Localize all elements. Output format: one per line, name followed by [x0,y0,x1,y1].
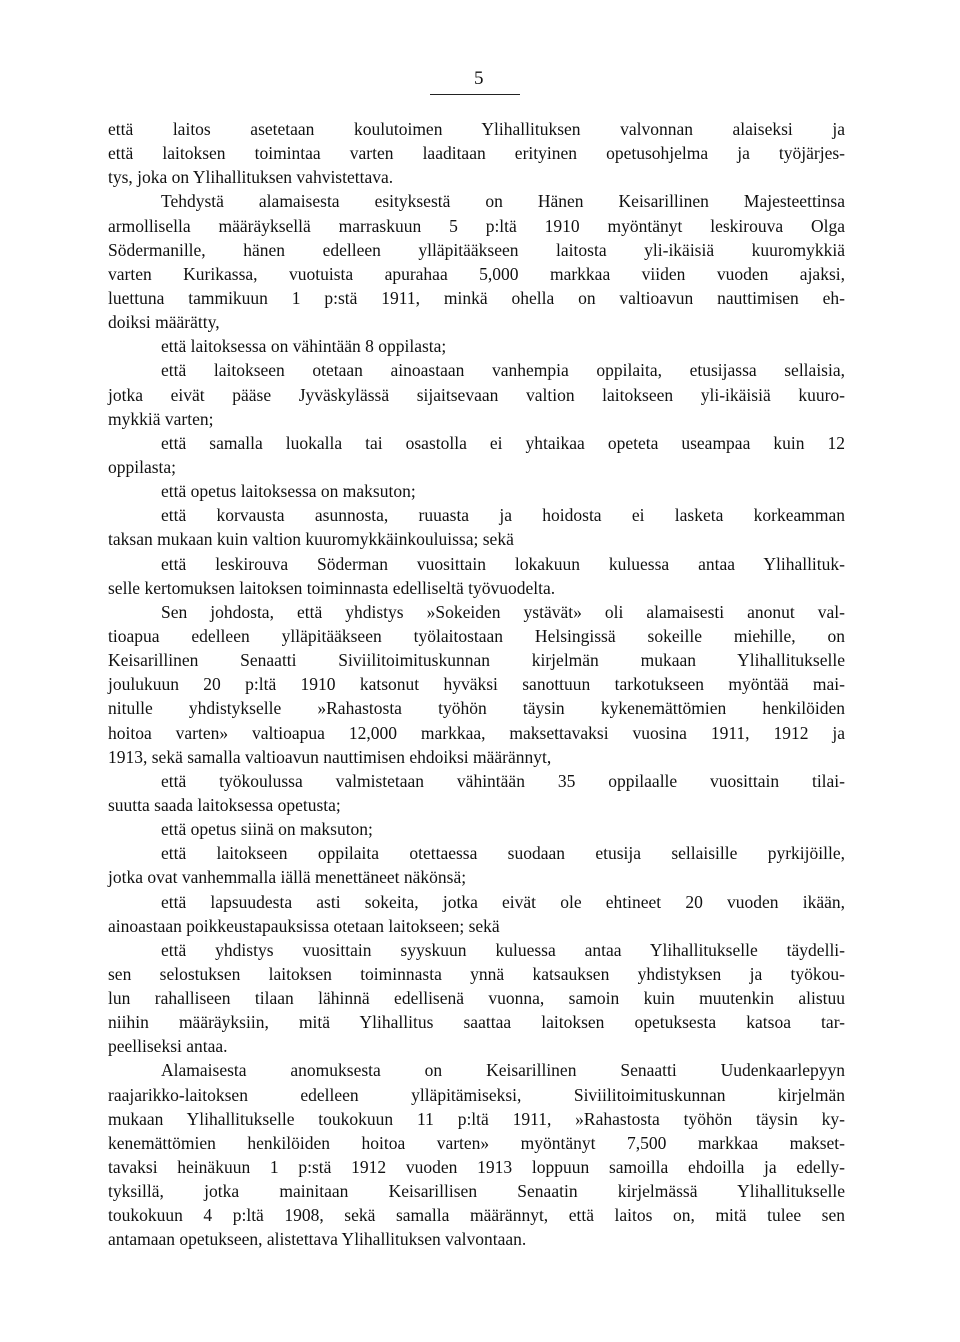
text-line: että laitokseen oppilaita otettaessa suodaan etusija sellaisille pyrkijöille, [161,843,845,864]
text-line: raajarikko-laitoksen edelleen ylläpitämiseksi, Siviilitoimituskunnan kirjelmän [108,1084,845,1105]
text-line: että työkoulussa valmistetaan vähintään 35 oppilaalle vuosittain tilai- [161,770,845,791]
text-line: että samalla luokalla tai osastolla ei yhtaikaa opeteta useampaa kuin 12 [161,432,845,453]
text-line: jotka ovat vanhemmalla iällä menettäneet näkönsä; [108,867,467,888]
text-line: luettuna tammikuun 1 p:stä 1911, minkä ohella on valtioavun nauttimisen eh- [108,287,845,308]
text-line: Alamaisesta anomuksesta on Keisarillinen Senaatti Uudenkaarlepyyn [161,1060,845,1081]
page-number: 5 [474,68,484,89]
text-line: 1913, sekä samalla valtioavun nauttimisen ehdoiksi määrännyt, [108,746,552,767]
text-line: mukaan Ylihallitukselle toukokuun 11 p:ltä 1911, »Rahastosta työhön täysin ky- [108,1108,845,1129]
text-line: niihin määräyksiin, mitä Ylihallitus saattaa laitoksen opetuksesta katsoa tar- [108,1012,845,1033]
text-line: doiksi määrätty, [108,312,220,333]
text-line: että laitoksen toimintaa varten laaditaan erityinen opetusohjelma ja työjärjes- [108,143,845,164]
text-line: hoitoa varten» valtioapua 12,000 markkaa, maksettavaksi vuosina 1911, 1912 ja [108,722,845,743]
text-line: kenemättömien henkilöiden hoitoa varten» myöntänyt 7,500 markkaa makset- [108,1132,845,1153]
text-line: jotka eivät pääse Jyväskylässä sijaitsevaan valtion laitokseen yli-ikäisiä kuuro- [108,384,845,405]
text-line: peelliseksi antaa. [108,1036,228,1057]
text-line: että opetus laitoksessa on maksuton; [161,481,416,502]
text-line: oppilasta; [108,456,177,477]
text-line: että opetus siinä on maksuton; [161,819,373,840]
text-line: suutta saada laitoksessa opetusta; [108,794,341,815]
header-rule [430,94,520,95]
text-line: nitulle yhdistykselle »Rahastosta työhön täysin kykenemättömien henkilöiden [108,698,845,719]
text-line: tavaksi heinäkuun 1 p:stä 1912 vuoden 1913 loppuun samoilla ehdoilla ja edelly- [108,1157,845,1178]
text-line: toukokuun 4 p:ltä 1908, sekä samalla määrännyt, että laitos on, mitä tulee sen [108,1205,845,1226]
text-line: Sen johdosta, että yhdistys »Sokeiden ystävät» oli alamaisesti anonut val- [161,601,845,622]
text-line: varten Kurikassa, vuotuista apurahaa 5,000 markkaa viiden vuoden ajaksi, [108,263,845,284]
text-line: selle kertomuksen laitoksen toiminnasta edelliseltä työvuodelta. [108,577,556,598]
text-line: armollisella määräyksellä marraskuun 5 p:ltä 1910 myöntänyt leskirouva Olga [108,215,845,236]
text-line: että laitos asetetaan koulutoimen Ylihallituksen valvonnan alaiseksi ja [108,119,845,139]
text-line: Södermanille, hänen edelleen ylläpitääkseen laitosta yli-ikäisiä kuuromykkiä [108,239,845,260]
text-line: että yhdistys vuosittain syyskuun kuluessa antaa Ylihallitukselle täydelli- [161,939,845,960]
text-line: ainoastaan poikkeustapauksissa otetaan laitokseen; sekä [108,915,500,936]
text-line: että korvausta asunnosta, ruuasta ja hoidosta ei lasketa korkeamman [161,505,845,526]
text-line: että laitokseen otetaan ainoastaan vanhempia oppilaita, etusijassa sellaisia, [161,360,845,381]
text-line: tys, joka on Ylihallituksen vahvistettava. [108,167,394,188]
body-text [108,117,845,1252]
text-line: taksan mukaan kuin valtion kuuromykkäinkouluissa; sekä [108,529,514,550]
text-line: joulukuun 20 p:ltä 1910 katsonut hyväksi sanottuun tarkotukseen myöntää mai- [108,674,845,695]
text-line: että laitoksessa on vähintään 8 oppilasta; [161,336,447,357]
text-line: lun rahalliseen tilaan lähinnä edellisenä vuonna, samoin kuin muutenkin alistuu [108,988,845,1009]
text-line: tyksillä, jotka mainitaan Keisarillisen Senaatin kirjelmässä Ylihallitukselle [108,1181,845,1202]
text-line: sen selostuksen laitoksen toiminnasta ynnä katsauksen yhdistyksen ja työkou- [108,963,845,984]
text-line: antamaan opetukseen, alistettava Ylihallituksen valvontaan. [108,1229,527,1250]
text-line: Tehdystä alamaisesta esityksestä on Hänen Keisarillinen Majesteettinsa [161,191,845,212]
text-line: Keisarillinen Senaatti Siviilitoimituskunnan kirjelmän mukaan Ylihallitukselle [108,650,845,671]
text-line: tioapua edelleen ylläpitääkseen työlaitostaan Helsingissä sokeille miehille, on [108,625,845,646]
text-line: että leskirouva Söderman vuosittain lokakuun kuluessa antaa Ylihallituk- [161,553,845,574]
text-line: mykkiä varten; [108,408,214,429]
text-line: että lapsuudesta asti sokeita, jotka eivät ole ehtineet 20 vuoden ikään, [161,891,845,912]
